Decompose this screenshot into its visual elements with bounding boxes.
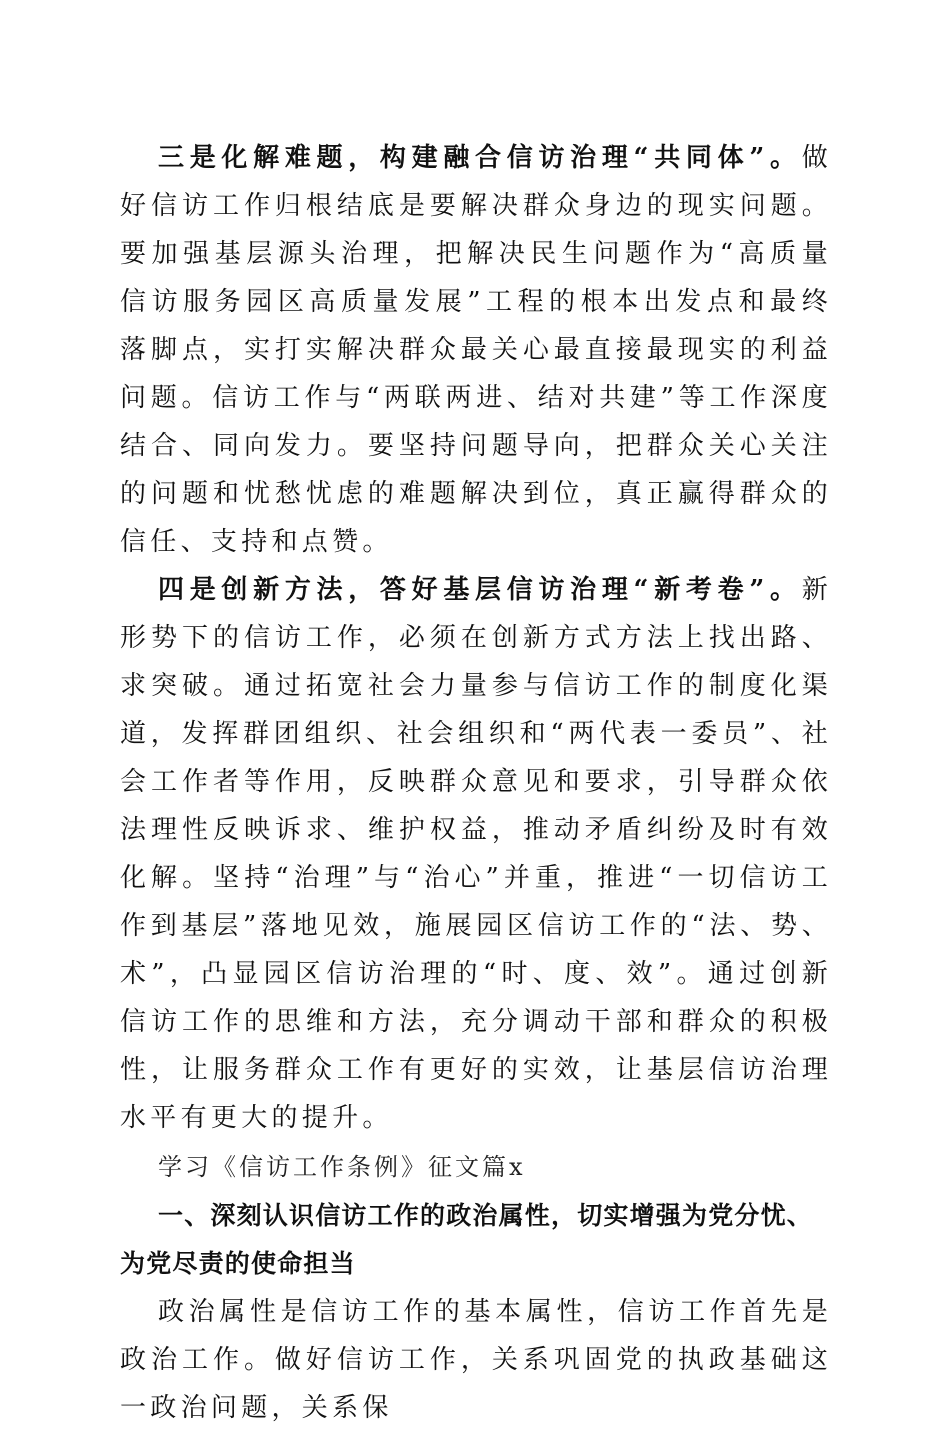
section-heading: 一、深刻认识信访工作的政治属性，切实增强为党分忧、为党尽责的使命担当 (120, 1201, 814, 1278)
paragraph-3 (120, 134, 832, 566)
paragraph-lead: 三是化解难题，构建融合信访治理“共同体”。 (158, 143, 802, 173)
document-page (120, 134, 832, 1432)
paragraph-lead: 四是创新方法，答好基层信访治理“新考卷”。 (158, 575, 802, 605)
paragraph-4 (120, 566, 832, 1142)
closing-paragraph: 政治属性是信访工作的基本属性，信访工作首先是政治工作。做好信访工作，关系巩固党的执政基础这一政治问题，关系保 (120, 1297, 832, 1423)
paragraph-body: 做好信访工作归根结底是要解决群众身边的现实问题。要加强基层源头治理，把解决民生问题作为“高质量信访服务园区高质量发展”工程的根本出发点和最终落脚点，实打实解决群众最关心最直接最现实的利益问题。信访工作与“两联两进、结对共建”等工作深度结合、同向发力。要坚持问题导向，把群众关心关注的问题和忧愁忧虑的难题解决到位，真正赢得群众的信任、支持和点赞。 (120, 143, 832, 557)
paragraph-body: 新形势下的信访工作，必须在创新方式方法上找出路、求突破。通过拓宽社会力量参与信访工作的制度化渠道，发挥群团组织、社会组织和“两代表一委员”、社会工作者等作用，反映群众意见和要求，引导群众依法理性反映诉求、维护权益，推动矛盾纠纷及时有效化解。坚持“治理”与“治心”并重，推进“一切信访工作到基层”落地见效，施展园区信访工作的“法、势、术”，凸显园区信访治理的“时、度、效”。通过创新信访工作的思维和方法，充分调动干部和群众的积极性，让服务群众工作有更好的实效，让基层信访治理水平有更大的提升。 (120, 575, 832, 1133)
essay-subtitle: 学习《信访工作条例》征文篇x (158, 1153, 526, 1181)
